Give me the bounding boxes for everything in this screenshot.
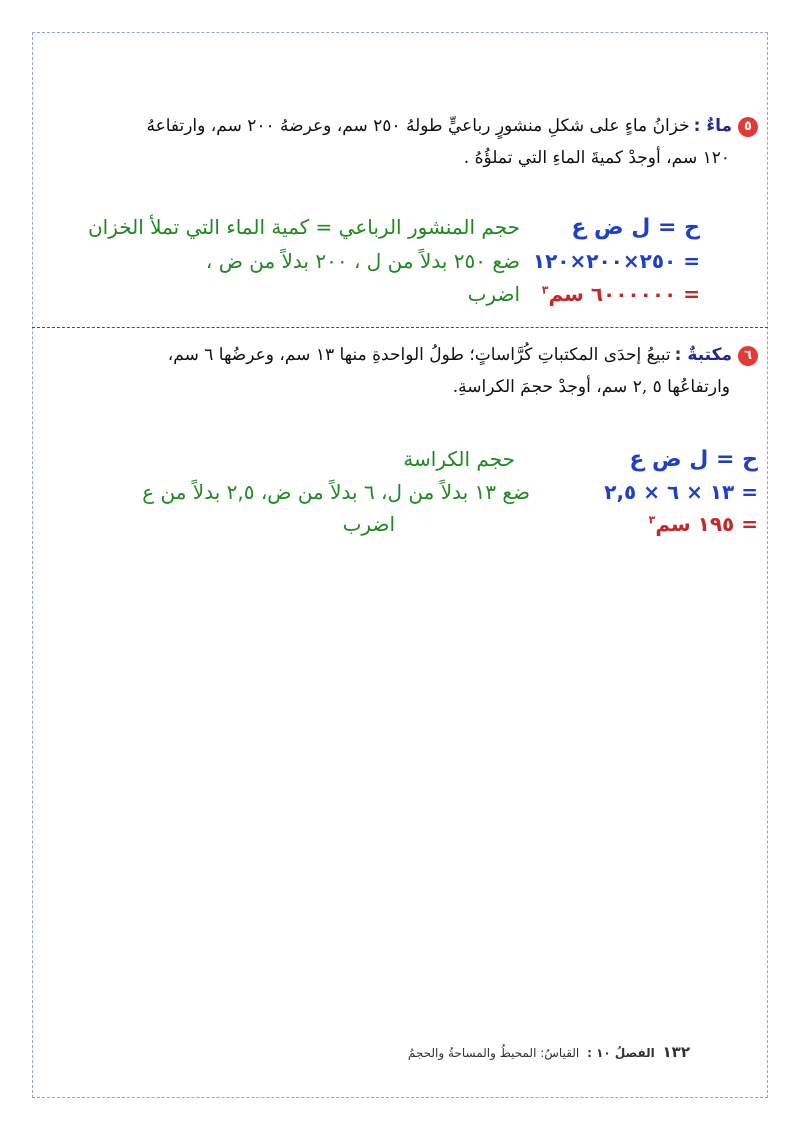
problem-5-result-exponent: ٣	[541, 283, 549, 297]
problem-5-note-3: اضرب	[467, 282, 520, 306]
problem-6-line-1: تبيعُ إحدَى المكتباتِ كُرَّاساتٍ؛ طولُ الواحدةِ منها ١٣ سم، وعرضُها ٦ سم،	[167, 345, 671, 365]
problem-5-step-2: = ٢٥٠×٢٠٠×١٢٠	[532, 249, 700, 273]
problem-6-note-1: حجم الكراسة	[403, 447, 515, 471]
problem-6-note-2: ضع ١٣ بدلاً من ل، ٦ بدلاً من ض، ٢,٥ بدلاً من ع	[142, 480, 530, 504]
problem-6-result	[649, 512, 758, 536]
problem-6-result-exponent: ٣	[648, 513, 656, 527]
section-divider	[32, 327, 768, 328]
problem-6-keyword: مكتبةٌ :	[674, 345, 732, 365]
problem-5-formula: ح = ل ض ع	[571, 215, 700, 240]
page-frame	[32, 32, 768, 1098]
problem-5-note-2: ضع ٢٥٠ بدلاً من ل ، ٢٠٠ بدلاً من ض ،	[205, 249, 520, 273]
problem-6-result-value: = ١٩٥ سم	[655, 512, 758, 536]
problem-5-number: ٥	[738, 117, 758, 137]
problem-5-result	[542, 282, 700, 306]
problem-6-note-3: اضرب	[342, 512, 395, 536]
problem-5-line-2: ١٢٠ سم، أوجدْ كميةَ الماءِ التي تملؤُهُ .	[463, 148, 730, 168]
chapter-title: القياسُ: المحيطُ والمساحةُ والحجمُ	[407, 1046, 580, 1060]
problem-5-note-1: حجم المنشور الرباعي = كمية الماء التي تملأ الخزان	[87, 215, 520, 239]
page-footer	[408, 1043, 690, 1061]
problem-5-result-value: = ٦٠٠٠٠٠٠ سم	[548, 282, 700, 306]
problem-6-number: ٦	[738, 346, 758, 366]
problem-5-statement	[78, 110, 758, 174]
problem-6-statement	[78, 339, 758, 403]
problem-6-formula: ح = ل ض ع	[629, 447, 758, 472]
problem-5-line-1: خزانُ ماءٍ على شكلِ منشورٍ رباعيٍّ طولهُ ٢٥٠ سم، وعرضهُ ٢٠٠ سم، وارتفاعهُ	[146, 116, 690, 136]
problem-6-line-2: وارتفاعُها ٥ ,٢ سم، أوجدْ حجمَ الكراسةِ.	[452, 377, 730, 397]
page-number: ١٣٢	[662, 1043, 690, 1061]
problem-6-step-2: = ١٣ × ٦ × ٢,٥	[604, 480, 758, 504]
problem-5-keyword: ماءٌ :	[693, 116, 732, 136]
chapter-label: الفصلُ ١٠ :	[587, 1046, 655, 1060]
